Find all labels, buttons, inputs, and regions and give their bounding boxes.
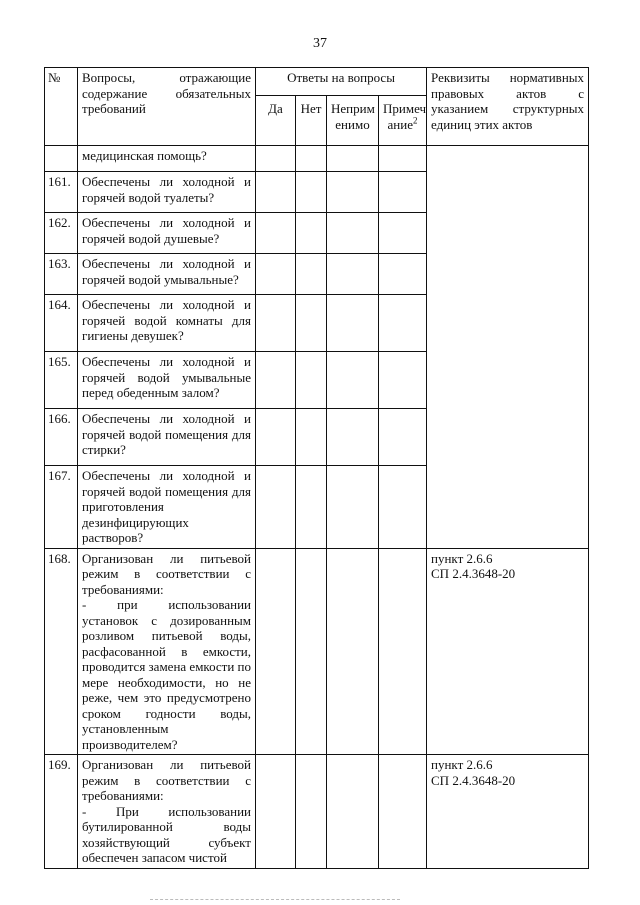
answer-na-cell	[327, 755, 379, 869]
reference-line: пункт 2.6.6	[431, 550, 493, 566]
header-note-part2: ание	[387, 116, 413, 132]
row-question: Организован ли питьевой режим в соответствии с требованиями: - При использовании бутилированной воды хозяйствующий субъект обеспечен запасом чистой	[78, 755, 256, 869]
row-num: 167.	[45, 466, 78, 549]
answer-na-cell	[327, 213, 379, 254]
answer-note-cell	[379, 172, 427, 213]
answer-note-cell	[379, 146, 427, 172]
scan-edge-mark	[150, 899, 400, 901]
answer-note-cell	[379, 213, 427, 254]
row-question: Обеспечены ли холодной и горячей водой помещения для приготовления дезинфицирующих растворов?	[78, 466, 256, 549]
header-na	[327, 96, 379, 146]
answer-no-cell	[296, 254, 327, 295]
row-num: 163.	[45, 254, 78, 295]
answer-no-cell	[296, 146, 327, 172]
answer-yes-cell	[256, 295, 296, 352]
row-num: 168.	[45, 548, 78, 755]
answer-note-cell	[379, 352, 427, 409]
row-num	[45, 146, 78, 172]
header-note-footnote: 2	[412, 115, 418, 126]
answer-no-cell	[296, 213, 327, 254]
header-na-part2: енимо	[335, 116, 370, 132]
row-question: Обеспечены ли холодной и горячей водой туалеты?	[78, 172, 256, 213]
row-question: Обеспечены ли холодной и горячей водой помещения для стирки?	[78, 409, 256, 466]
answer-na-cell	[327, 254, 379, 295]
row-question: Организован ли питьевой режим в соответствии с требованиями: - при использовании установок с дозированным розливом питьевой воды, расфасованной в емкости, проводится замена емкости по мере необходимости, но не реже, чем это предусмотрено сроком годности воды, установленным производителем?	[78, 548, 256, 755]
answer-na-cell	[327, 409, 379, 466]
answer-note-cell	[379, 295, 427, 352]
answer-no-cell	[296, 755, 327, 869]
answer-yes-cell	[256, 548, 296, 755]
row-question: Обеспечены ли холодной и горячей водой умывальные перед обеденным залом?	[78, 352, 256, 409]
answer-yes-cell	[256, 409, 296, 466]
answer-no-cell	[296, 466, 327, 549]
answer-no-cell	[296, 548, 327, 755]
answer-note-cell	[379, 466, 427, 549]
answer-yes-cell	[256, 213, 296, 254]
answer-yes-cell	[256, 755, 296, 869]
table-header-row	[45, 68, 589, 96]
row-reference	[427, 146, 589, 549]
answer-yes-cell	[256, 172, 296, 213]
answer-no-cell	[296, 172, 327, 213]
answer-note-cell	[379, 409, 427, 466]
answer-no-cell	[296, 295, 327, 352]
answer-na-cell	[327, 172, 379, 213]
row-num: 165.	[45, 352, 78, 409]
reference-line: СП 2.4.3648-20	[431, 772, 516, 788]
header-questions: Вопросы, отражающие содержание обязательных требований	[78, 68, 256, 146]
row-question: Обеспечены ли холодной и горячей водой комнаты для гигиены девушек?	[78, 295, 256, 352]
header-note-part1: Примеч	[383, 101, 427, 116]
row-num: 162.	[45, 213, 78, 254]
answer-no-cell	[296, 409, 327, 466]
answer-na-cell	[327, 295, 379, 352]
answer-na-cell	[327, 466, 379, 549]
reference-line: пункт 2.6.6	[431, 757, 493, 772]
table-row	[45, 548, 589, 755]
row-reference	[427, 548, 589, 755]
row-num: 161.	[45, 172, 78, 213]
answer-note-cell	[379, 254, 427, 295]
answer-note-cell	[379, 755, 427, 869]
header-note	[379, 96, 427, 146]
answer-yes-cell	[256, 466, 296, 549]
header-num: №	[45, 68, 78, 146]
row-num: 166.	[45, 409, 78, 466]
header-no: Нет	[296, 96, 327, 146]
header-answers: Ответы на вопросы	[256, 68, 427, 96]
answer-na-cell	[327, 548, 379, 755]
row-question: Обеспечены ли холодной и горячей водой душевые?	[78, 213, 256, 254]
page-number: 37	[313, 36, 327, 51]
answer-note-cell	[379, 548, 427, 755]
row-reference	[427, 755, 589, 869]
header-yes: Да	[256, 96, 296, 146]
table-row	[45, 146, 589, 172]
row-question: Обеспечены ли холодной и горячей водой умывальные?	[78, 254, 256, 295]
row-num: 169.	[45, 755, 78, 869]
table-row	[45, 755, 589, 869]
row-num: 164.	[45, 295, 78, 352]
answer-yes-cell	[256, 146, 296, 172]
answer-yes-cell	[256, 254, 296, 295]
header-references: Реквизиты нормативных правовых актов с указанием структурных единиц этих актов	[427, 68, 589, 146]
checklist-table	[44, 67, 589, 869]
row-question: медицинская помощь?	[78, 146, 256, 172]
answer-na-cell	[327, 352, 379, 409]
answer-na-cell	[327, 146, 379, 172]
header-na-part1: Неприм	[331, 101, 375, 116]
reference-line: СП 2.4.3648-20	[431, 566, 516, 581]
answer-no-cell	[296, 352, 327, 409]
answer-yes-cell	[256, 352, 296, 409]
